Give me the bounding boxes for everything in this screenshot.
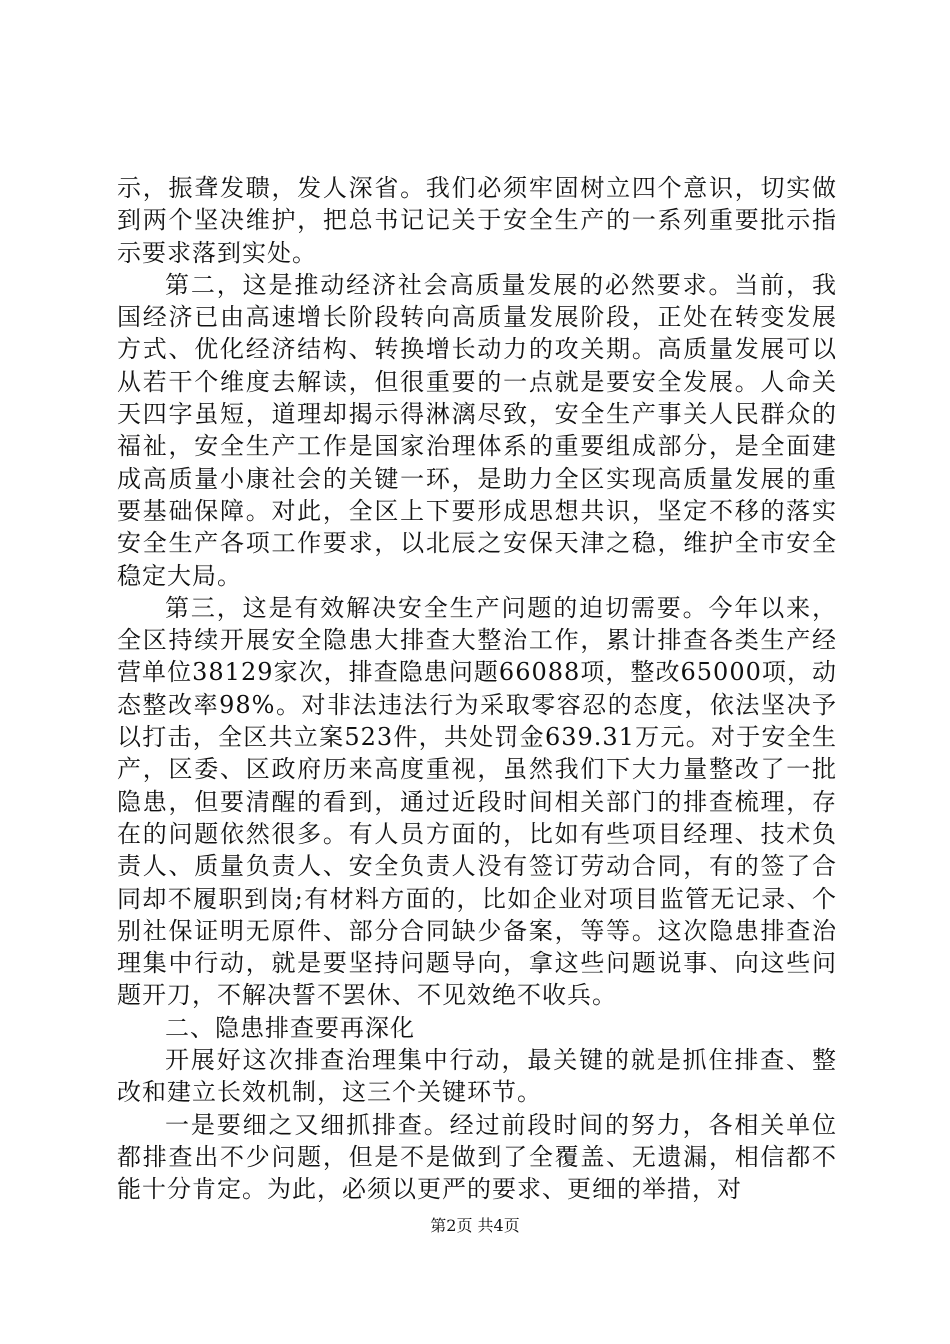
- document-body: [117, 172, 837, 1206]
- paragraph-third-point: 第三，这是有效解决安全生产问题的迫切需要。今年以来，全区持续开展安全隐患大排查大整治工作，累计排查各类生产经营单位38129家次，排查隐患问题66088项，整改65000项，动态整改率98%。对非法违法行为采取零容忍的态度，依法坚决予以打击，全区共立案523件，共处罚金639.31万元。对于安全生产，区委、区政府历来高度重视，虽然我们下大力量整改了一批隐患，但要清醒的看到，通过近段时间相关部门的排查梳理，存在的问题依然很多。有人员方面的，比如有些项目经理、技术负责人、质量负责人、安全负责人没有签订劳动合同，有的签了合同却不履职到岗;有材料方面的，比如企业对项目监管无记录、个别社保证明无原件、部分合同缺少备案，等等。这次隐患排查治理集中行动，就是要坚持问题导向，拿这些问题说事、向这些问题开刀，不解决誓不罢休、不见效绝不收兵。: [117, 593, 837, 1010]
- paragraph-section-intro: 开展好这次排查治理集中行动，最关键的就是抓住排查、整改和建立长效机制，这三个关键环节。: [117, 1046, 837, 1107]
- section-heading: 二、隐患排查要再深化: [165, 1013, 415, 1042]
- paragraph-first-measure: 一是要细之又细抓排查。经过前段时间的努力，各相关单位都排查出不少问题，但是不是做到了全覆盖、无遗漏，相信都不能十分肯定。为此，必须以更严的要求、更细的举措，对: [117, 1110, 837, 1204]
- page-footer: 第2页 共4页: [430, 1216, 520, 1235]
- paragraph-second-point: 第二，这是推动经济社会高质量发展的必然要求。当前，我国经济已由高速增长阶段转向高质量发展阶段，正处在转变发展方式、优化经济结构、转换增长动力的攻关期。高质量发展可以从若干个维度去解读，但很重要的一点就是要安全发展。人命关天四字虽短，道理却揭示得淋漓尽致，安全生产事关人民群众的福祉，安全生产工作是国家治理体系的重要组成部分，是全面建成高质量小康社会的关键一环，是助力全区实现高质量发展的重要基础保障。对此，全区上下要形成思想共识，坚定不移的落实安全生产各项工作要求，以北辰之安保天津之稳，维护全市安全稳定大局。: [117, 270, 837, 590]
- paragraph-intro-continuation: 示，振聋发聩，发人深省。我们必须牢固树立四个意识，切实做到两个坚决维护，把总书记记关于安全生产的一系列重要批示指示要求落到实处。: [117, 174, 837, 267]
